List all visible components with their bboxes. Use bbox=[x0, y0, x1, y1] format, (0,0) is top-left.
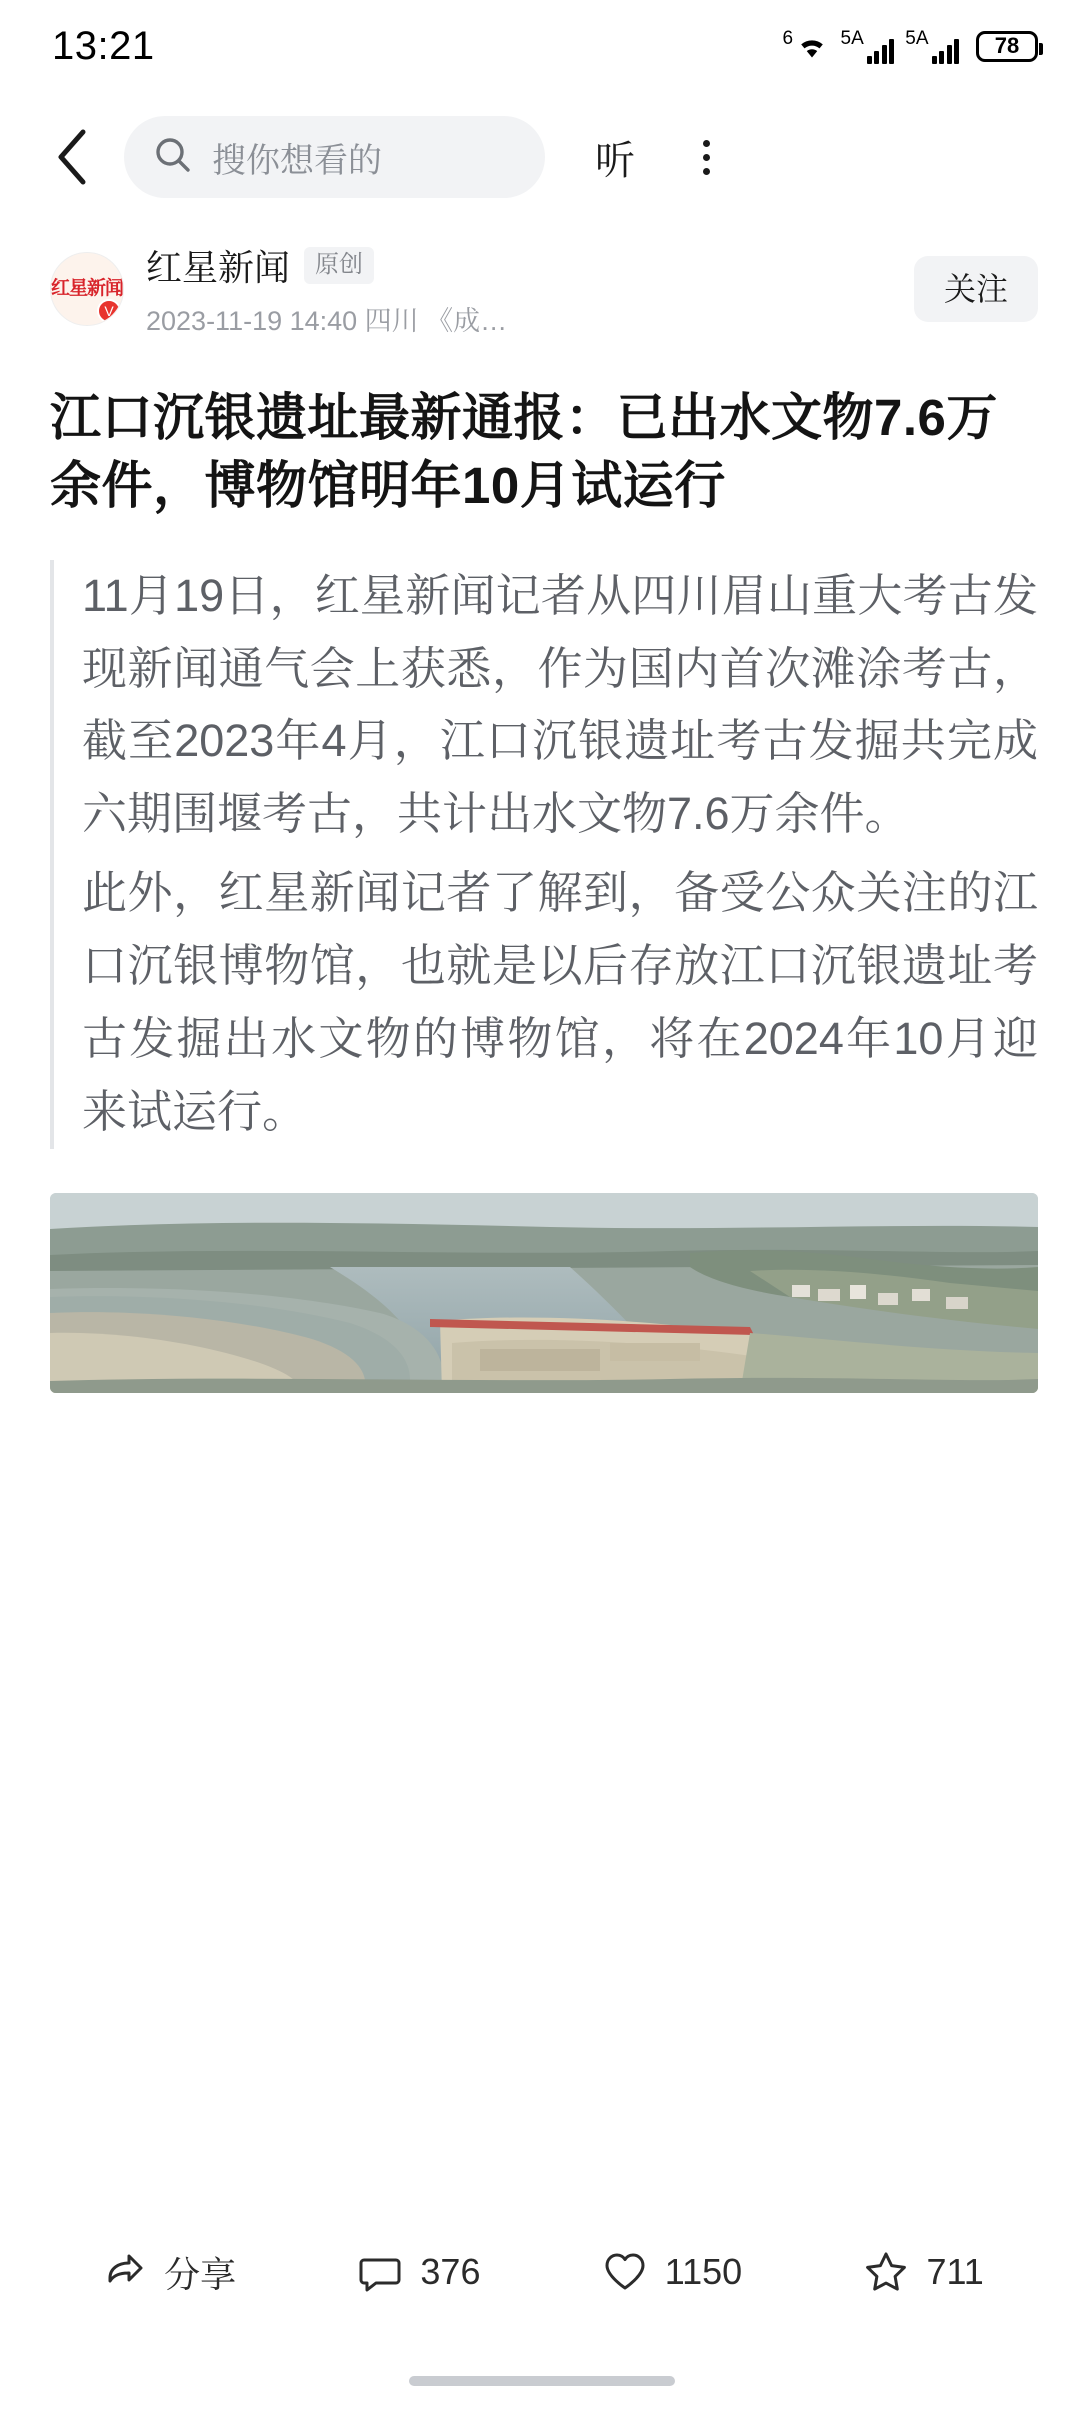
original-tag: 原创 bbox=[304, 247, 374, 284]
signal-bars-2 bbox=[932, 37, 960, 64]
battery-level: 78 bbox=[994, 33, 1020, 58]
source-name-row bbox=[146, 240, 892, 291]
article-summary bbox=[50, 560, 1038, 1149]
comment-button[interactable] bbox=[356, 2248, 480, 2296]
wifi-icon bbox=[782, 28, 830, 60]
article-meta: 2023-11-19 14:40 四川 《成… bbox=[146, 306, 508, 336]
summary-paragraph: 此外，红星新闻记者了解到，备受公众关注的江口沉银博物馆，也就是以后存放江口沉银遗址考古发掘出水文物的博物馆，将在2024年10月迎来试运行。 bbox=[82, 867, 1038, 1137]
comment-icon bbox=[356, 2248, 404, 2296]
like-button[interactable] bbox=[601, 2248, 742, 2296]
signal-indicator-2 bbox=[905, 29, 959, 64]
verified-badge: V bbox=[97, 299, 121, 323]
share-button[interactable] bbox=[100, 2247, 236, 2298]
aerial-river-photo bbox=[50, 1193, 1038, 1393]
favorite-button[interactable] bbox=[862, 2248, 983, 2296]
signal-indicator-1 bbox=[841, 29, 895, 64]
like-count: 1150 bbox=[664, 2251, 743, 2292]
source-name[interactable]: 红星新闻 bbox=[146, 247, 291, 288]
star-icon bbox=[862, 2248, 910, 2296]
article-photo[interactable] bbox=[50, 1193, 1038, 1393]
wifi-generation-label: 6 bbox=[782, 28, 794, 49]
listen-button[interactable]: 听 bbox=[595, 138, 635, 183]
more-vertical-icon[interactable] bbox=[675, 126, 737, 188]
search-icon bbox=[154, 136, 192, 179]
status-bar bbox=[0, 0, 1084, 92]
search-placeholder: 搜你想看的 bbox=[212, 141, 382, 180]
network-label-1: 5A bbox=[840, 27, 864, 49]
source-row bbox=[0, 222, 1084, 338]
summary-paragraph: 11月19日，红星新闻记者从四川眉山重大考古发现新闻通气会上获悉，作为国内首次滩涂考古，截至2023年4月，江口沉银遗址考古发掘共完成六期围堰考古，共计出水文物7.6万余件。 bbox=[82, 569, 1038, 840]
avatar[interactable] bbox=[50, 252, 124, 326]
page-title: 江口沉银遗址最新通报：已出水文物7.6万余件，博物馆明年10月试运行 bbox=[50, 389, 998, 514]
battery-icon bbox=[976, 31, 1038, 62]
chevron-left-icon bbox=[54, 128, 88, 186]
search-input[interactable] bbox=[124, 116, 545, 198]
share-icon bbox=[100, 2248, 148, 2296]
status-time: 13:21 bbox=[52, 23, 155, 68]
network-label-2: 5A bbox=[905, 27, 929, 49]
signal-bars-1 bbox=[867, 37, 895, 64]
comment-count: 376 bbox=[420, 2251, 481, 2292]
status-indicators bbox=[782, 27, 1039, 64]
follow-button[interactable]: 关注 bbox=[914, 256, 1038, 322]
action-bar bbox=[0, 2212, 1084, 2332]
favorite-count: 711 bbox=[926, 2251, 984, 2292]
back-button[interactable] bbox=[40, 126, 102, 188]
share-label: 分享 bbox=[164, 2253, 237, 2295]
home-indicator[interactable] bbox=[409, 2376, 675, 2386]
heart-icon bbox=[601, 2248, 649, 2296]
source-info bbox=[146, 240, 892, 338]
top-nav-bar bbox=[0, 92, 1084, 222]
avatar-text: 红星新闻 bbox=[51, 278, 124, 300]
